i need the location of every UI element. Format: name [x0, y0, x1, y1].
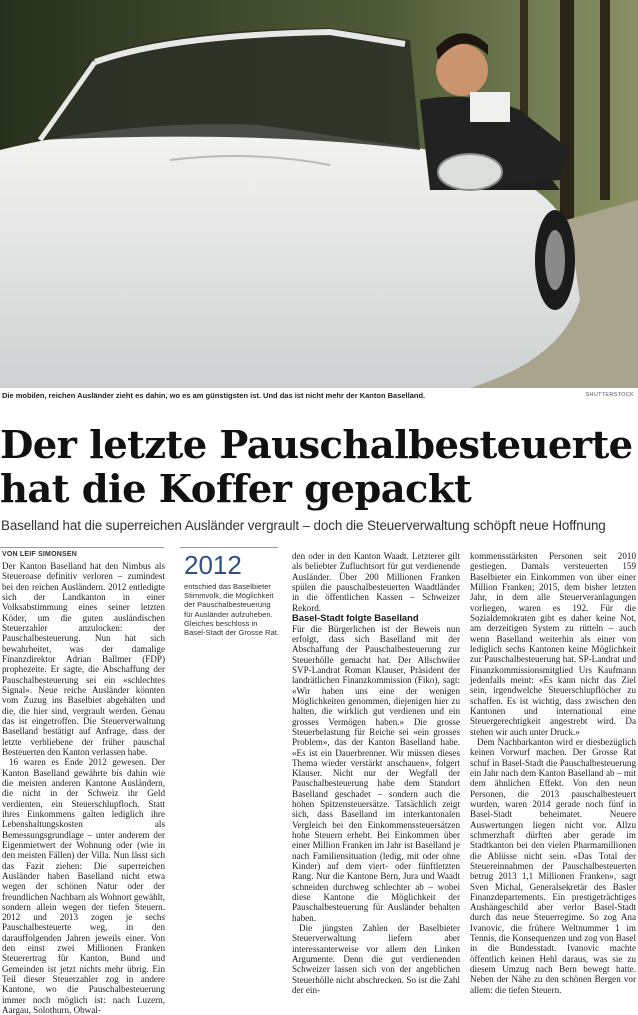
byline-divider	[0, 547, 164, 548]
fact-box	[184, 551, 279, 637]
paragraph: den oder in den Kanton Waadt. Letzterer gilt als beliebter Zufluchtsort für gut verdienende Ausländer. Über 200 Millionen Franken spülen die pauschalbesteuerten Waadtländer in die öffentlichen Kassen – Schweizer Rekord.	[292, 551, 460, 613]
photo-caption: Die mobilen, reichen Ausländer zieht es dahin, wo es am günstigsten ist. Und das ist nicht mehr der Kanton Baselland.	[2, 391, 426, 400]
photo-credit: SHUTTERSTOCK	[585, 392, 634, 398]
article-column-3	[292, 551, 460, 995]
paragraph: Dem Nachbarkanton wird er diesbezüglich keinen Vorwurf machen. Der Grosse Rat schuf in Basel-Stadt die Pauschalbesteuerung ein Jahr nach dem Kanton Baselland ab – mit dem ähnlichen Effekt. Von den neun Personen, die 2013 pauschalbesteuert wurden, waren 2014 gerade noch fünf in Basel-Stadt beheimatet. Neuere Auswertungen liegen nicht vor. Allzu schmerzhaft dürften aber gerade im Stadtkanton bei den vielen Pharmamillionen die Ablüsse nicht sein. «Das Total der Steuereinnahmen der Pauschalbesteuerten betrug 2013 1,1 Millionen Franken», sagt Sven Michal, Generalsekretär des Basler Finanzdepartements. Ein prestigeträchtiges Aushängeschild aber verlor Basel-Stadt durch das neue Steuerregime. So zog Ana Ivanovic, die frühere Weltnummer 1 im Tennis, die Konsequenzen und zog von Basel in die Bundesstadt. Ivanovic machte öffentlich keinen Hehl daraus, was sie zu diesem Umzug nach Bern bewegt hatte. Neben der Nähe zu den schönen Bergen vor allem: die tiefen Steuern.	[470, 736, 636, 995]
section-heading: Basel-Stadt folgte Baselland	[292, 611, 419, 623]
subheadline: Baselland hat die superreichen Ausländer vergrault – doch die Steuerverwaltung schöpft neue Hoffnung	[1, 518, 606, 533]
headline-line-1: Der letzte Pauschalbesteuerte	[0, 423, 633, 468]
headline	[0, 424, 638, 512]
headline-line-2: hat die Koffer gepackt	[0, 467, 472, 512]
fact-box-number: 2012	[184, 550, 242, 580]
article-column-1	[2, 561, 165, 1015]
hero-photo	[0, 0, 638, 388]
sidebar-divider	[180, 547, 278, 548]
convertible-car-illustration	[0, 0, 638, 388]
fact-box-text: entschied das Baselbieter Stimmvolk, die Möglichkeit der Pauschalbesteuerung für Ausländer aufzuheben. Gleiches beschloss in Basel-Stadt der Grosse Rat.	[184, 582, 279, 638]
paragraph: Für die Bürgerlichen ist der Beweis nun erfolgt, dass sich Baselland mit der Abschaffung der Pauschalbesteuerung zur Steuerhölle gemacht hat. Der Allschwiler SVP-Landrat Roman Klauser, Präsident der landrätlichen Finanzkommission (Fiko), sagt: «Wir haben uns eine der wenigen Möglichkeiten genommen, diejenigen hier zu halten, die wirklich gut verdienen und ein grosses Vermögen haben.» Die grosse Steuerbelastung für Reiche sei «ein grosses Problem», das der Kanton Baselland habe. «Es ist ein Dauerbrenner. Wir müssen dieses Thema wieder verstärkt anschauen», folgert Klauser. Nicht nur der Wegfall der Pauschalbesteuerung habe dem Standort Baselland geschadet – sondern auch die hohen Spitzensteuersätze. Tatsächlich zeigt sich, dass Baselland im interkantonalen Vergleich bei den Einkommenssteuersätzen hohe Steuern erhebt. Bei Einkommen über einer Million Franken im Jahr ist Baselland je nach Familiensituation (ledig, mit oder ohne Kinder) auf dem viert- oder fünftletzten Rang. Nur die Kantone Bern, Jura und Waadt schneiden durchweg schlechter ab – wobei diese Kantone die Möglichkeit der Pauschalbesteuerung für Ausländer behalten haben.	[292, 623, 460, 923]
paragraph: Der Kanton Baselland hat den Nimbus als Steueroase definitiv verloren – zumindest bei den reichen Ausländern. 2012 entledigte sich der Landkanton in einer Volksabstimmung eines seiner letzten Köder, um die guten ausländischen Steuerzahler anzulocken: der Pauschalbesteuerung. Nun hat sich bewahrheitet, was der damalige Finanzdirektor Adrian Ballmer (FDP) prophezeite. Er sagte, die Abschaffung der Pauschalbesteuerung sei ein «schlechtes Signal». Neue reiche Ausländer könnten vom Zuzug ins Baselbiet abgehalten und die, die hier sind, vergrault werden. Genau das ist eingetroffen. Die Steuerverwaltung Baselland bestätigt auf Anfrage, dass der letzte verbliebene der früher pauschal Besteuerten den Kanton verlassen habe.	[2, 561, 165, 757]
paragraph: Die jüngsten Zahlen der Baselbieter Steuerverwaltung liefern aber interessanterweise vor allem den Linken Argumente. Denn die gut verdienenden Schweizer lassen sich von der angeblichen Steuerhölle nicht abschrecken. So ist die Zahl der ein-	[292, 923, 460, 996]
paragraph: 16 waren es Ende 2012 gewesen. Der Kanton Baselland gewährte bis dahin wie die meisten anderen Kantone Ausländern, die nicht in der Schweiz ihr Geld verdienten, ein Steuerschlupfloch. Statt ihres Einkommens galten lediglich ihre Lebenshaltungskosten als Bemessungsgrundlage – unter anderem der Eigenmietwert der Wohnung oder (wie in den meisten Fällen) der Villa. Nun lässt sich das Fazit ziehen: Die superreichen Ausländer haben Baselland nicht etwa wegen der schönen Natur oder der freundlichen Nachbarn als Wohnort gewählt, sondern allein wegen der tiefen Steuern. 2012 und 2013 zogen je sechs Pauschalbesteuerte weg, in den darauffolgenden Jahren jeweils einer. Von den einst zwei Millionen Franken Steuerertrag für Kanton, Bund und Gemeinden ist jetzt nichts mehr übrig. Ein Teil dieser Steuerzahler zog in andere Kantone, wo die Pauschalbesteuerung immer noch möglich ist: nach Luzern, Aargau, Solothurn, Obwal-	[2, 757, 165, 1015]
article-column-4	[470, 551, 636, 995]
byline: VON LEIF SIMONSEN	[2, 551, 77, 558]
paragraph: kommensstärksten Personen seit 2010 gestiegen. Damals versteuerten 159 Baselbieter ein Einkommen von über einer Million Franken; 2015, dem bisher letzten Jahr, in dem alle Steuerveranlagungen vorliegen, waren es 192. Für die Sozialdemokraten gibt es daher keine Not, am derzeitigen System zu rütteln – auch wenn Baselland weiterhin als einer von lediglich sechs Kantonen keine Möglichkeit zur Pauschalbesteuerung hat. SP-Landrat und Finanzkommissionsmitglied Urs Kaufmann jedenfalls meint: «Es kann nicht das Ziel sein, irgendwelche Steuerschlupflöcher zu schaffen. Es ist wichtig, dass zwischen den Kantonen und international eine Steuergerechtigkeit angestrebt wird. Da stehen wir auch unter Druck.»	[470, 551, 636, 737]
